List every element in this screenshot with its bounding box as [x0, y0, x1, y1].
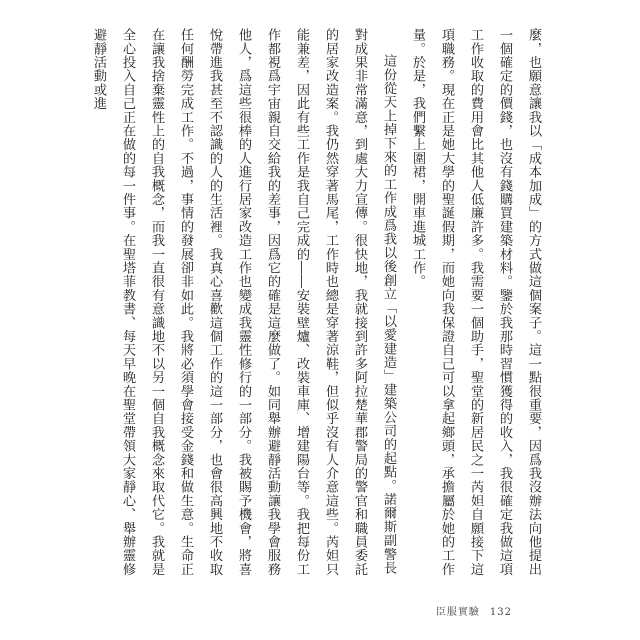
running-title: 臣服實驗: [435, 607, 480, 618]
page-number: 132: [489, 607, 512, 618]
page-footer: [436, 603, 512, 618]
body-text: [82, 28, 548, 588]
paragraph: 這份從天上掉下來的工作成爲我以後創立「以愛建造」建築公司的起點。諾爾斯副警長對成果非常滿意，到處大力宣傳。很快地，我就接到許多阿拉楚華郡警局的警官和職員委託的居家改造案。我仍然穿著馬尾，工作時也總是穿著涼鞋，但似乎沒有人介意這些。芮妲只能兼差，因此有些工作是我自己完成的――安裝壁爐、改裝車庫、增建陽台等。我把每份工作都視爲宇宙親自交給我的差事，因爲它的確是這麼做了。如同舉辦避靜活動讓我學會服務他人，爲這些很棒的人進行居家改造工作也變成我靈性修行的一部分。我被賜予機會，將喜悅帶進我甚至不認識的人的生活裡。我真心喜歡這個工作的這一部分，也會很高興地不收取任何酬勞完成工作。不過，事情的發展卻非如此。我將必須學會接受金錢和做生意。生命正在讓我捨棄靈性上的自我概念，而我一直很有意識地不以另一個自我概念來取代它。我就是全心投入自己正在做的每一件事。在聖塔菲教書、每天早晚在聖堂帶領大家靜心、舉辦靈修避靜活動或進: [91, 28, 396, 576]
paragraph-continued: 麼，也願意讓我以「成本加成」的方式做這個案子。這一點很重要，因爲我沒辦法向他提出一個確定的價錢，也沒有錢購買建築材料。鑒於我那時習慣獲得的收入，我很確定我做這項工作收取的費用會比其他人低廉許多。我需要一個助手，聖堂的新居民之一芮妲自願接下這項職務。現在正是她大學的聖誕假期，而她向我保證自己可以拿起鄉頭，承擔屬於她的工作量。於是，我們繫上圍裙，開車進城工作。: [410, 28, 541, 576]
